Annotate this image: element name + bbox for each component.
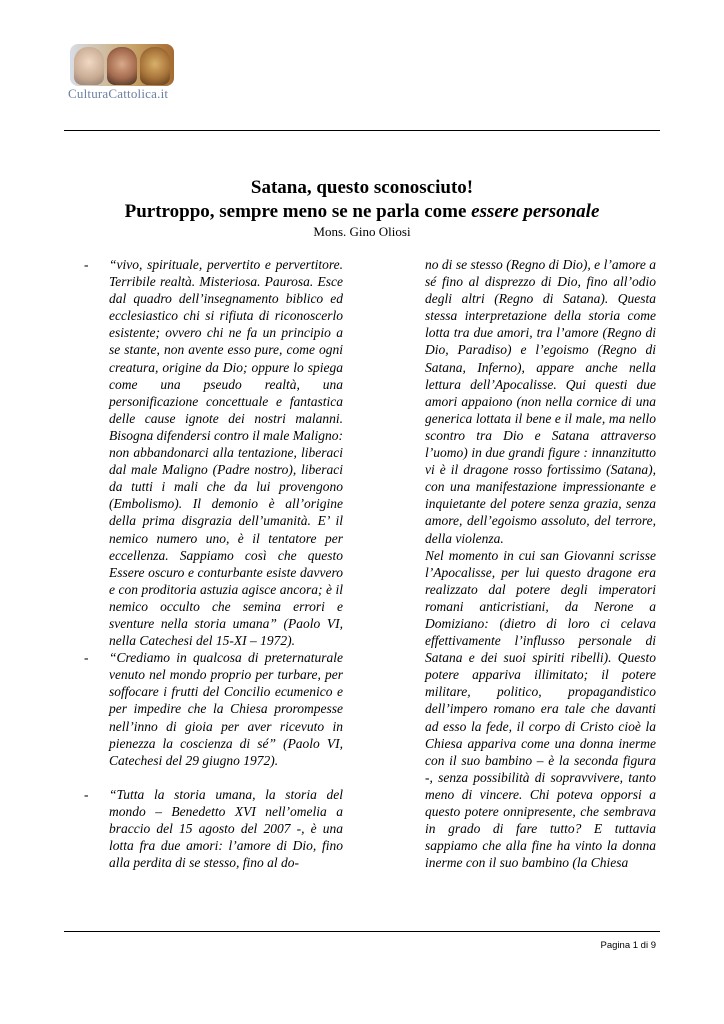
document-subtitle xyxy=(64,200,660,224)
spacer xyxy=(84,769,343,786)
site-logo xyxy=(68,40,178,102)
portrait-1-icon xyxy=(74,47,104,85)
list-bullet: - xyxy=(84,650,89,666)
header-divider xyxy=(64,130,660,131)
quote-text: “Tutta la storia umana, la storia del mondo – Benedetto XVI nell’omelia a braccio del 15 agosto del 2007 -, è una lotta fra due amori: l’amore di Dio, fino alla perdita di se stesso, fino al do- xyxy=(109,786,343,871)
quote-item xyxy=(84,786,343,871)
list-bullet: - xyxy=(84,257,89,272)
quote-item xyxy=(84,256,343,649)
portrait-3-icon xyxy=(140,47,170,85)
quote-text: “Crediamo in qualcosa di preternaturale venuto nel mondo proprio per turbare, per soffocare i frutti del Concilio ecumenico e per impedire che la Chiesa prorompesse nell’inno di gioia per aver ricevuto in pienezza la coscienza di sé” (Paolo VI, Catechesi del 29 giugno 1972). xyxy=(109,650,343,768)
page-number: Pagina 1 di 9 xyxy=(600,940,656,951)
portrait-2-icon xyxy=(107,47,137,85)
left-column xyxy=(84,256,343,871)
title-block xyxy=(64,176,660,240)
subtitle-main: Purtroppo, sempre meno se ne parla come xyxy=(124,201,472,222)
document-title: Satana, questo sconosciuto! xyxy=(250,177,474,198)
body-paragraph: no di se stesso (Regno di Dio), e l’amore a sé fino al disprezzo di Dio, fino all’odio degli altri (Regno di Satana). Questa stessa interpretazione della storia come lotta tra due amori, tra l’amore (Regno di Dio, Paradiso) e l’egoismo (Regno di Satana, Inferno), appare anche nella lettura dell’Apocalisse. Qui questi due amori appaiono (non nella cornice di una generica lottata il bene e il male, ma nello scontro tra Dio e Satana attraverso l’uomo) in due grandi figure : innanzitutto vi è il dragone rosso fortissimo (Satana), con una manifestazione impressionante e inquietante del potere senza grazia, senza amore, dell’egoismo assoluto, del terrore, della violenza. xyxy=(425,257,656,546)
subtitle-emphasis: essere personale xyxy=(471,201,600,222)
logo-portraits xyxy=(70,44,174,86)
footer-divider xyxy=(64,931,660,932)
right-column xyxy=(425,256,656,871)
quote-item xyxy=(84,649,343,769)
logo-text: CulturaCattolica.it xyxy=(68,86,169,101)
author-name: Mons. Gino Oliosi xyxy=(313,224,411,239)
body-paragraph: Nel momento in cui san Giovanni scrisse l’Apocalisse, per lui questo dragone era realizzato dal potere degli imperatori romani anticristiani, da Nerone a Domiziano: (dietro di loro ci celava effettivamente l’influsso personale di Satana e dei suoi spiriti ribelli). Questo potere appariva illimitato; il potere militare, politico, propagandistico dell’impero romano era tale che davanti ad esso la fede, il corpo di Cristo cioè la Chiesa appariva come una donna inerme con il suo bambino – è la seconda figura -, senza possibilità di sopravvivere, tanto meno di vincere. Chi poteva opporsi a questo potere onnipresente, che sembrava in grado di fare tutto? E tuttavia sappiamo che alla fine ha vinto la donna inerme con il suo bambino (la Chiesa xyxy=(425,547,656,871)
quote-text: “vivo, spirituale, pervertito e pervertitore. Terribile realtà. Misteriosa. Paurosa. Esce dal quadro dell’insegnamento biblico ed ecclesiastico chi si rifiuta di riconoscerlo esistente; ovvero chi ne fa un principio a se stante, non avente esso pure, come ogni creatura, origine da Dio; oppure lo spiega come una pseudo realtà, una personificazione concettuale e fantastica delle cause ignote dei nostri malanni. Bisogna difendersi contro il male Maligno: non abbandonarci alla tentazione, liberaci dal male Maligno (Padre nostro), liberaci da tutti i mali che da lui provengono (Embolismo). Il demonio è all’origine della prima disgrazia dell’umanità. E’ il nemico numero uno, è il tentatore per eccellenza. Sappiamo così che questo Essere oscuro e conturbante esiste davvero e con proditoria astuzia agisce ancora; è il nemico occulto che semina errori e sventure nella storia umana” (Paolo VI, nella Catechesi del 15-XI – 1972). xyxy=(109,257,343,649)
list-bullet: - xyxy=(84,786,89,802)
